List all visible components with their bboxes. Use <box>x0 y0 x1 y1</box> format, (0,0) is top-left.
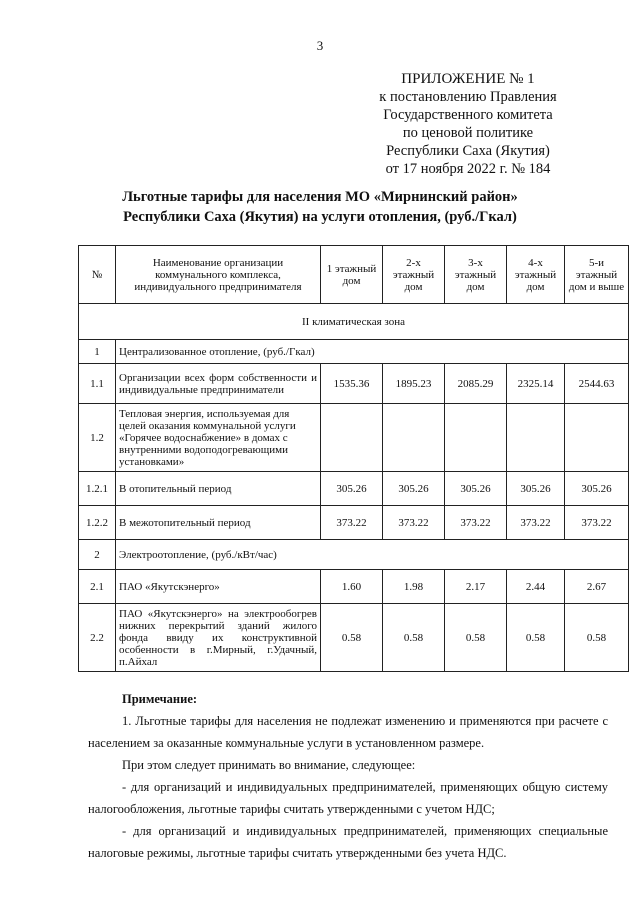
header-col-3: 3-х этажный дом <box>445 246 507 304</box>
row-value: 305.26 <box>321 472 383 506</box>
page-number: 3 <box>316 38 324 53</box>
note-paragraph: - для организаций и индивидуальных предпринимателей, применяющих общую систему налогообложения, льготные тарифы считать утвержденными с учетом НДС; <box>88 780 608 816</box>
appendix-date: от 17 ноября 2022 г. № 184 <box>385 161 551 177</box>
notes-section <box>88 688 608 864</box>
row-value: 305.26 <box>565 472 629 506</box>
row-name: Тепловая энергия, используемая для целей оказания коммунальной услуги «Горячее водоснабжение» в домах с внутренними водоподогревающими установками» <box>116 404 321 472</box>
row-value: 373.22 <box>565 506 629 540</box>
row-value: 0.58 <box>565 604 629 672</box>
row-value: 0.58 <box>445 604 507 672</box>
row-num: 2 <box>79 540 116 570</box>
note-paragraph: 1. Льготные тарифы для населения не подлежат изменению и применяются при расчете с населением за оказанные коммунальные услуги в установленном размере. <box>88 714 608 750</box>
table-row <box>79 472 629 506</box>
row-value: 2544.63 <box>565 364 629 404</box>
row-num: 2.2 <box>79 604 116 672</box>
row-value: 305.26 <box>507 472 565 506</box>
table-row <box>79 506 629 540</box>
row-value: 1895.23 <box>383 364 445 404</box>
table-row <box>79 340 629 364</box>
row-value: 373.22 <box>445 506 507 540</box>
row-num: 1.2.2 <box>79 506 116 540</box>
notes-heading: Примечание: <box>122 692 198 706</box>
row-value: 373.22 <box>383 506 445 540</box>
table-row <box>79 570 629 604</box>
document-title <box>0 187 640 227</box>
header-name: Наименование организации коммунального комплекса, индивидуального предпринимателя <box>116 246 321 304</box>
table-row <box>79 404 629 472</box>
row-name: ПАО «Якутскэнерго» <box>116 570 321 604</box>
header-col-5: 5-и этажный дом и выше <box>565 246 629 304</box>
row-value <box>507 404 565 472</box>
row-value: 2325.14 <box>507 364 565 404</box>
appendix-line: Республики Саха (Якутия) <box>386 143 550 159</box>
zone-row <box>79 304 629 340</box>
row-num: 1.1 <box>79 364 116 404</box>
header-num: № <box>79 246 116 304</box>
row-value: 305.26 <box>445 472 507 506</box>
row-value: 1535.36 <box>321 364 383 404</box>
title-line-2: Республики Саха (Якутия) на услуги отопления, (руб./Гкал) <box>123 209 517 225</box>
row-num: 1.2 <box>79 404 116 472</box>
row-value: 0.58 <box>321 604 383 672</box>
header-col-4: 4-х этажный дом <box>507 246 565 304</box>
row-value: 0.58 <box>383 604 445 672</box>
appendix-line: Государственного комитета <box>383 107 553 123</box>
header-col-2: 2-х этажный дом <box>383 246 445 304</box>
note-paragraph: При этом следует принимать во внимание, следующее: <box>122 758 416 772</box>
row-value: 2085.29 <box>445 364 507 404</box>
appendix-line: по ценовой политике <box>402 125 534 141</box>
note-paragraph: - для организаций и индивидуальных предпринимателей, применяющих специальные налоговые режимы, льготные тарифы считать утвержденными без учета НДС. <box>88 824 608 860</box>
title-line-1: Льготные тарифы для населения МО «Мирнинский район» <box>122 189 518 205</box>
zone-label: II климатическая зона <box>79 304 629 340</box>
row-num: 2.1 <box>79 570 116 604</box>
row-name: Организации всех форм собственности и индивидуальные предприниматели <box>116 364 321 404</box>
row-value: 1.60 <box>321 570 383 604</box>
row-name: В межотопительный период <box>116 506 321 540</box>
row-value: 373.22 <box>507 506 565 540</box>
row-value: 305.26 <box>383 472 445 506</box>
row-num: 1.2.1 <box>79 472 116 506</box>
row-value <box>321 404 383 472</box>
row-value: 373.22 <box>321 506 383 540</box>
row-name: Централизованное отопление, (руб./Гкал) <box>116 340 629 364</box>
table-row <box>79 604 629 672</box>
row-value: 1.98 <box>383 570 445 604</box>
table-row <box>79 364 629 404</box>
appendix-title: ПРИЛОЖЕНИЕ № 1 <box>401 71 535 87</box>
row-value <box>383 404 445 472</box>
appendix-line: к постановлению Правления <box>379 89 557 105</box>
row-num: 1 <box>79 340 116 364</box>
appendix-header <box>348 70 588 178</box>
table-header-row <box>79 246 629 304</box>
row-name: В отопительный период <box>116 472 321 506</box>
row-value <box>565 404 629 472</box>
row-name: Электроотопление, (руб./кВт/час) <box>116 540 629 570</box>
row-value: 0.58 <box>507 604 565 672</box>
table-row <box>79 540 629 570</box>
row-value: 2.17 <box>445 570 507 604</box>
row-value <box>445 404 507 472</box>
header-col-1: 1 этажный дом <box>321 246 383 304</box>
row-value: 2.67 <box>565 570 629 604</box>
tariff-table <box>78 245 629 672</box>
row-value: 2.44 <box>507 570 565 604</box>
row-name: ПАО «Якутскэнерго» на электрообогрев нижних перекрытий зданий жилого фонда ввиду их конструктивной особенности в г.Мирный, г.Удачный, п.Айхал <box>116 604 321 672</box>
